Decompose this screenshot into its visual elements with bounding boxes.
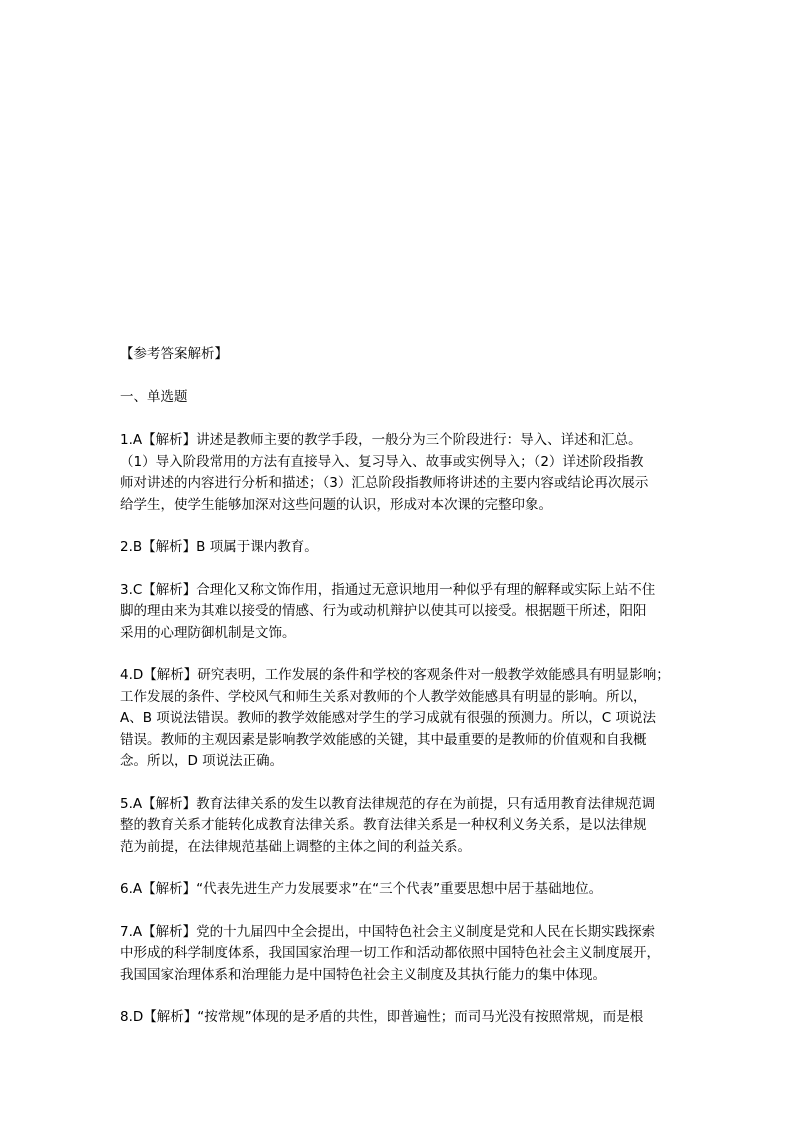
section-heading: 一、单选题 [120,389,188,405]
answer-item [120,537,676,559]
answer-line: 工作发展的条件、学校风气和师生关系对教师的个人教学效能感具有明显的影响。所以， [120,688,647,705]
answer-line: 2.B【解析】B 项属于课内教育。 [120,539,318,555]
answer-list [120,430,676,1029]
answer-line: 1.A【解析】讲述是教师主要的教学手段，一般分为三个阶段进行：导入、详述和汇总。 [120,432,642,448]
answer-line: （1）导入阶段常用的方法有直接导入、复习导入、故事或实例导入；（2）详述阶段指教 [120,453,644,470]
answer-key-title: 【参考答案解析】 [120,346,228,362]
answer-line: 念。所以，D 项说法正确。 [120,753,284,769]
answer-line: 错误。教师的主观因素是影响教学效能感的关键，其中最重要的是教师的价值观和自我概 [120,731,647,748]
answer-line: 4.D【解析】研究表明，工作发展的条件和学校的客观条件对一般教学效能感具有明显影响； [120,667,670,683]
answer-line: 6.A【解析】“代表先进生产力发展要求”在“三个代表”重要思想中居于基础地位。 [120,881,603,897]
answer-item [120,580,676,645]
answer-line: 我国国家治理体系和治理能力是中国特色社会主义制度及其执行能力的集中体现。 [120,966,606,983]
answer-item [120,430,676,516]
answer-line: 范为前提，在法律规范基础上调整的主体之间的利益关系。 [120,838,471,855]
answer-item [120,794,676,859]
answer-line: 8.D【解析】“按常规”体现的是矛盾的共性，即普遍性；而司马光没有按照常规，而是根 [120,1009,644,1025]
answer-line: 师对讲述的内容进行分析和描述；（3）汇总阶段指教师将讲述的主要内容或结论再次展示 [120,475,649,491]
answer-line: A、B 项说法错误。教师的教学效能感对学生的学习成就有很强的预测力。所以，C 项说法 [120,710,657,726]
answer-item [120,879,676,901]
answer-line: 整的教育关系才能转化成教育法律关系。教育法律关系是一种权利义务关系，是以法律规 [120,817,647,833]
answer-line: 7.A【解析】党的十九届四中全会提出，中国特色社会主义制度是党和人民在长期实践探索 [120,923,656,940]
answer-item [120,922,676,987]
document-content [120,344,676,1029]
answer-item [120,1007,676,1029]
answer-line: 给学生，使学生能够加深对这些问题的认识，形成对本次课的完整印象。 [120,496,552,513]
answer-line: 中形成的科学制度体系，我国国家治理一切工作和活动都依照中国特色社会主义制度展开， [120,945,660,961]
answer-line: 采用的心理防御机制是文饰。 [120,624,296,641]
answer-line: 5.A【解析】教育法律关系的发生以教育法律规范的存在为前提，只有适用教育法律规范调 [120,795,656,812]
answer-line: 3.C【解析】合理化又称文饰作用，指通过无意识地用一种似乎有理的解释或实际上站不住 [120,581,656,598]
answer-item [120,665,676,773]
answer-line: 脚的理由来为其难以接受的情感、行为或动机辩护以使其可以接受。根据题干所述，阳阳 [120,603,647,619]
